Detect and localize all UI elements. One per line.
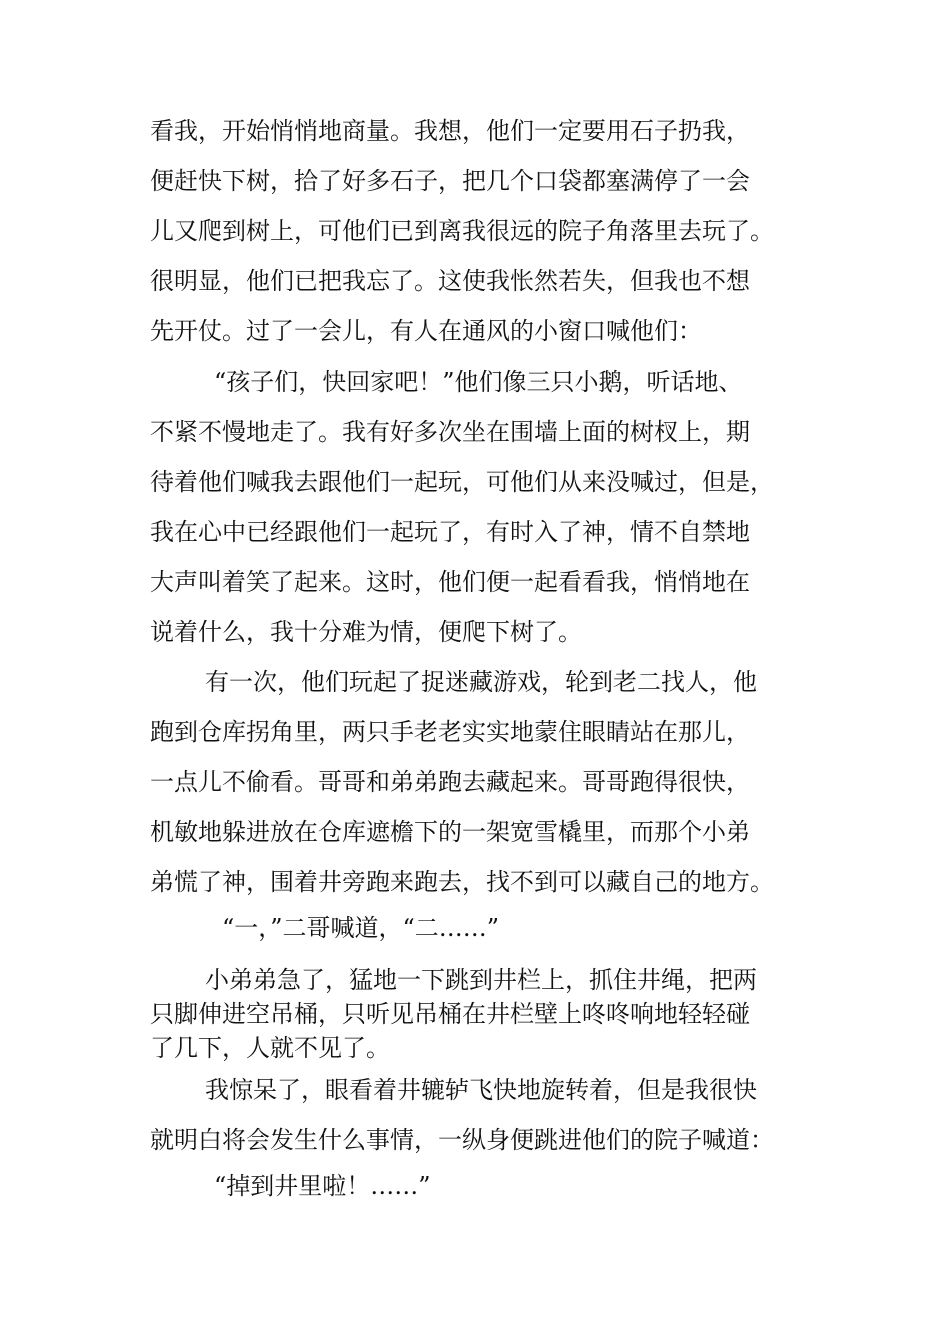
text-line: 先开仗。过了一会儿，有人在通风的小窗口喊他们： [150,317,702,345]
text-line: 便赶快下树，拾了好多石子，把几个口袋都塞满停了一会 [150,167,750,195]
text-line: 待着他们喊我去跟他们一起玩，可他们从来没喊过，但是， [150,468,774,496]
text-line: 说着什么，我十分难为情，便爬下树了。 [150,618,582,646]
text-line: 就明白将会发生什么事情，一纵身便跳进他们的院子喊道： [150,1126,774,1154]
paragraph-start-line: “孩子们，快回家吧！”他们像三只小鹅，听话地、 [214,368,743,396]
paragraph-start-line: 小弟弟急了，猛地一下跳到井栏上，抓住井绳，把两 [205,966,757,994]
text-line: 不紧不慢地走了。我有好多次坐在围墙上面的树杈上，期 [150,418,750,446]
text-line: 我在心中已经跟他们一起玩了，有时入了神，情不自禁地 [150,518,750,546]
paragraph-start-line: 有一次，他们玩起了捉迷藏游戏，轮到老二找人，他 [205,668,757,696]
text-line: 弟慌了神，围着井旁跑来跑去，找不到可以藏自己的地方。 [150,868,774,896]
text-line: 儿又爬到树上，可他们已到离我很远的院子角落里去玩了。 [150,217,774,245]
paragraph-start-line: 我惊呆了，眼看着井辘轳飞快地旋转着，但是我很快 [205,1076,757,1104]
text-line: 只脚伸进空吊桶，只听见吊桶在井栏壁上咚咚响地轻轻碰 [150,1000,750,1028]
text-line: 一点儿不偷看。哥哥和弟弟跑去藏起来。哥哥跑得很快， [150,768,750,796]
paragraph-start-line: “掉到井里啦！……” [214,1172,431,1200]
text-line: 很明显，他们已把我忘了。这使我怅然若失，但我也不想 [150,267,750,295]
text-line: 看我，开始悄悄地商量。我想，他们一定要用石子扔我， [150,117,750,145]
text-line: 大声叫着笑了起来。这时，他们便一起看看我，悄悄地在 [150,568,750,596]
text-line: 了几下，人就不见了。 [150,1034,390,1062]
text-line: 跑到仓库拐角里，两只手老老实实地蒙住眼睛站在那儿， [150,718,750,746]
paragraph-start-line: “一，”二哥喊道，“二……” [222,914,500,942]
text-line: 机敏地躲进放在仓库遮檐下的一架宽雪橇里，而那个小弟 [150,818,750,846]
